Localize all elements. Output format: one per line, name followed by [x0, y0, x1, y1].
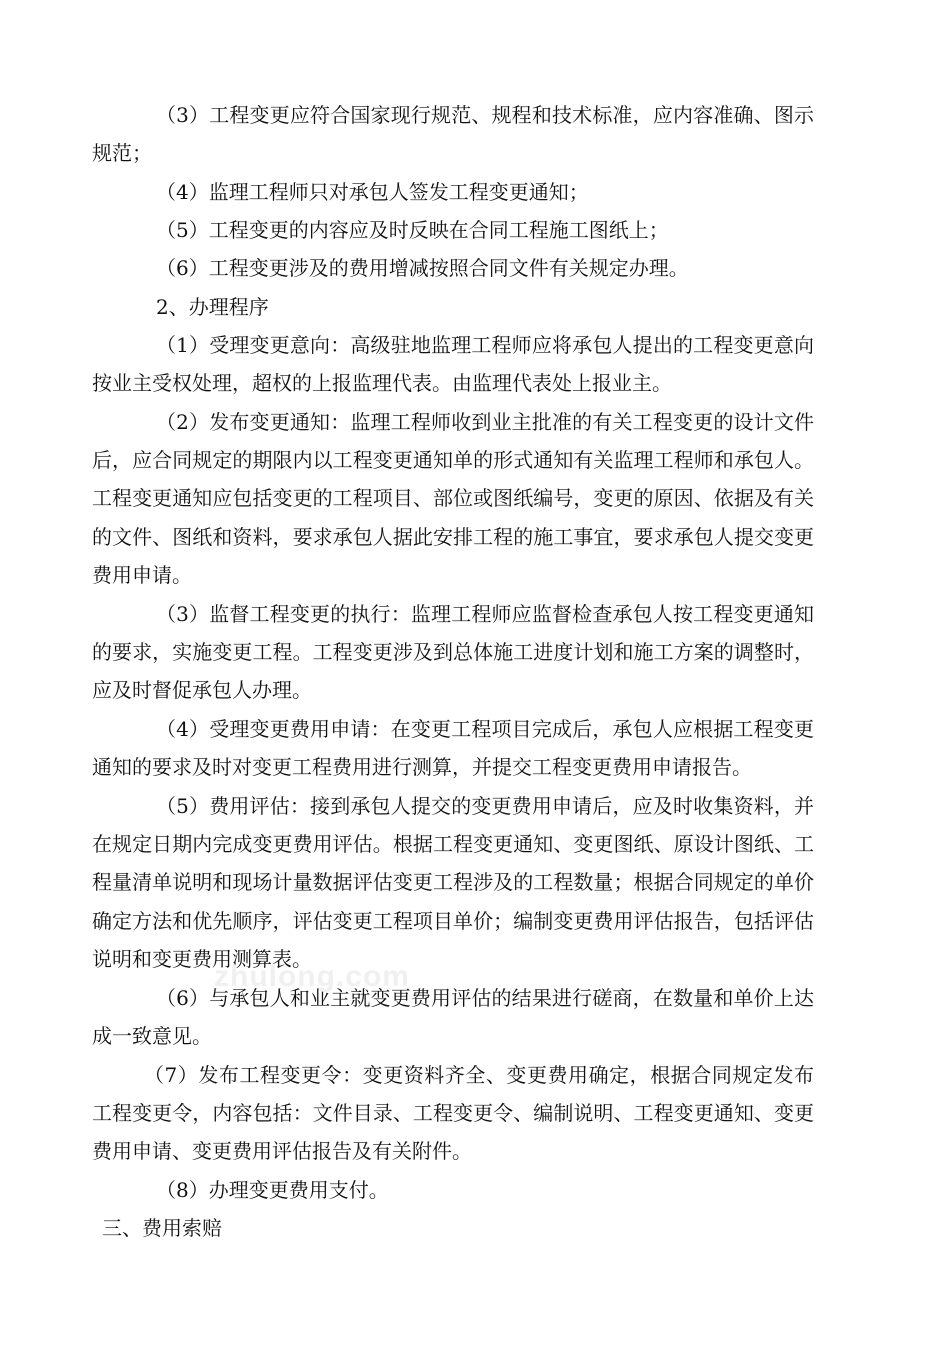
paragraph-step-7: （7）发布工程变更令：变更资料齐全、变更费用确定，根据合同规定发布工程变更令，内容包括：文件目录、工程变更令、编制说明、工程变更通知、变更费用申请、变更费用评估报告及有关附件。 — [92, 1063, 814, 1164]
paragraph-step-5: （5）费用评估：接到承包人提交的变更费用申请后，应及时收集资料，并在规定日期内完成变更费用评估。根据工程变更通知、变更图纸、原设计图纸、工程量清单说明和现场计量数据评估变更工程涉及的工程数量；根据合同规定的单价确定方法和优先顺序，评估变更工程项目单价；编制变更费用评估报告，包括评估说明和变更费用测算表。 — [92, 794, 814, 971]
paragraph-step-3: （3）监督工程变更的执行：监理工程师应监督检查承包人按工程变更通知的要求，实施变更工程。工程变更涉及到总体施工进度计划和施工方案的调整时，应及时督促承包人办理。 — [92, 602, 814, 703]
paragraph-step-1: （1）受理变更意向：高级驻地监理工程师应将承包人提出的工程变更意向按业主受权处理，超权的上报监理代表。由监理代表处上报业主。 — [92, 333, 814, 396]
section-heading-procedure: 2、办理程序 — [156, 295, 269, 319]
paragraph-step-6: （6）与承包人和业主就变更费用评估的结果进行磋商，在数量和单价上达成一致意见。 — [92, 986, 814, 1049]
section-heading-cost-claims: 三、费用索赔 — [102, 1216, 222, 1240]
paragraph-step-4: （4）受理变更费用申请：在变更工程项目完成后，承包人应根据工程变更通知的要求及时对变更工程费用进行测算，并提交工程变更费用申请报告。 — [92, 717, 814, 780]
paragraph-change-notice-issuer: （4）监理工程师只对承包人签发工程变更通知； — [156, 180, 589, 204]
paragraph-change-standards: （3）工程变更应符合国家现行规范、规程和技术标准，应内容准确、图示规范； — [92, 103, 814, 166]
watermark: zhulong.com — [214, 960, 410, 993]
paragraph-cost-adjustment: （6）工程变更涉及的费用增减按照合同文件有关规定办理。 — [156, 256, 689, 280]
paragraph-step-8: （8）办理变更费用支付。 — [156, 1178, 389, 1202]
paragraph-drawings-update: （5）工程变更的内容应及时反映在合同工程施工图纸上； — [156, 218, 669, 242]
paragraph-step-2: （2）发布变更通知：监理工程师收到业主批准的有关工程变更的设计文件后，应合同规定的期限内以工程变更通知单的形式通知有关监理工程师和承包人。工程变更通知应包括变更的工程项目、部位或图纸编号，变更的原因、依据及有关的文件、图纸和资料，要求承包人据此安排工程的施工事宜，要求承包人提交变更费用申请。 — [92, 410, 814, 587]
